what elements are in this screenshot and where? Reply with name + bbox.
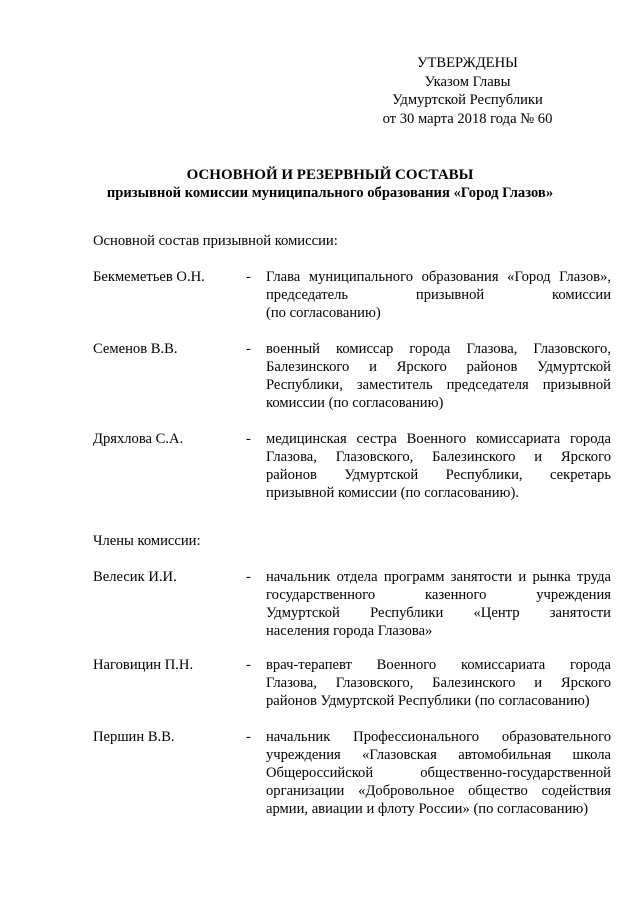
role-line: Глава муниципального образования «Город Глазов», (266, 269, 611, 285)
member-role (266, 728, 611, 818)
approval-line: УТВЕРЖДЕНЫ (417, 55, 518, 71)
dash-separator: - (246, 729, 251, 745)
member-name: Бекмеметьев О.Н. (93, 269, 205, 285)
document-subtitle: призывной комиссии муниципального образования «Город Глазов» (106, 185, 554, 201)
members-section-heading: Члены комиссии: (93, 533, 201, 549)
dash-separator: - (246, 431, 251, 447)
approval-block (360, 54, 575, 128)
dash-separator: - (246, 657, 251, 673)
member-name: Наговицин П.Н. (93, 657, 194, 673)
dash-separator: - (246, 341, 251, 357)
role-line: армии, авиации и флоту России» (по согласованию) (266, 801, 589, 817)
member-role (266, 568, 611, 640)
member-name: Дряхлова С.А. (93, 431, 184, 447)
role-line: населения города Глазова» (266, 623, 433, 639)
role-line: (по согласованию) (266, 305, 381, 321)
role-line: Глазова, Глазовского, Балезинского и Ярского (266, 675, 611, 691)
role-line: начальник Профессионального образовательного (266, 729, 611, 745)
approval-line: от 30 марта 2018 года № 60 (382, 110, 553, 127)
document-title: ОСНОВНОЙ И РЕЗЕРВНЫЙ СОСТАВЫ (186, 167, 474, 183)
member-role (266, 340, 611, 412)
role-line: комиссии (по согласованию) (266, 395, 444, 411)
role-line: районов Удмуртской Республики (по согласованию) (266, 693, 590, 709)
member-role (266, 656, 611, 710)
main-section-heading: Основной состав призывной комиссии: (93, 233, 338, 249)
dash-separator: - (246, 569, 251, 585)
member-role (266, 430, 611, 502)
role-line: начальник отдела программ занятости и рынка труда (266, 569, 611, 585)
role-line: призывной комиссии (по согласованию). (266, 485, 519, 501)
member-name: Першин В.В. (93, 729, 175, 745)
role-line: организации «Добровольное общество содействия (266, 783, 611, 799)
role-line: медицинская сестра Военного комиссариата города (266, 431, 611, 447)
role-line: Общероссийской общественно-государственной (266, 765, 611, 781)
approval-line: Удмуртской Республики (392, 92, 543, 108)
role-line: государственного казенного учреждения (266, 587, 611, 603)
role-line: Республики, заместитель председателя призывной (266, 377, 611, 393)
member-name: Велесик И.И. (93, 569, 177, 585)
role-line: Глазова, Глазовского, Балезинского и Ярского (266, 449, 611, 465)
member-role (266, 268, 611, 322)
role-line: военный комиссар города Глазова, Глазовского, (266, 341, 611, 357)
role-line: районов Удмуртской Республики, секретарь (266, 467, 611, 483)
approval-line: Указом Главы (424, 73, 511, 90)
dash-separator: - (246, 269, 251, 285)
role-line: Балезинского и Ярского районов Удмуртской (266, 359, 611, 375)
role-line: Удмуртской Республики «Центр занятости (266, 605, 611, 621)
role-line: учреждения «Глазовская автомобильная школа (266, 747, 611, 763)
role-line: врач-терапевт Военного комиссариата города (266, 657, 611, 673)
role-line: председатель призывной комиссии (266, 287, 611, 303)
member-name: Семенов В.В. (93, 341, 178, 357)
